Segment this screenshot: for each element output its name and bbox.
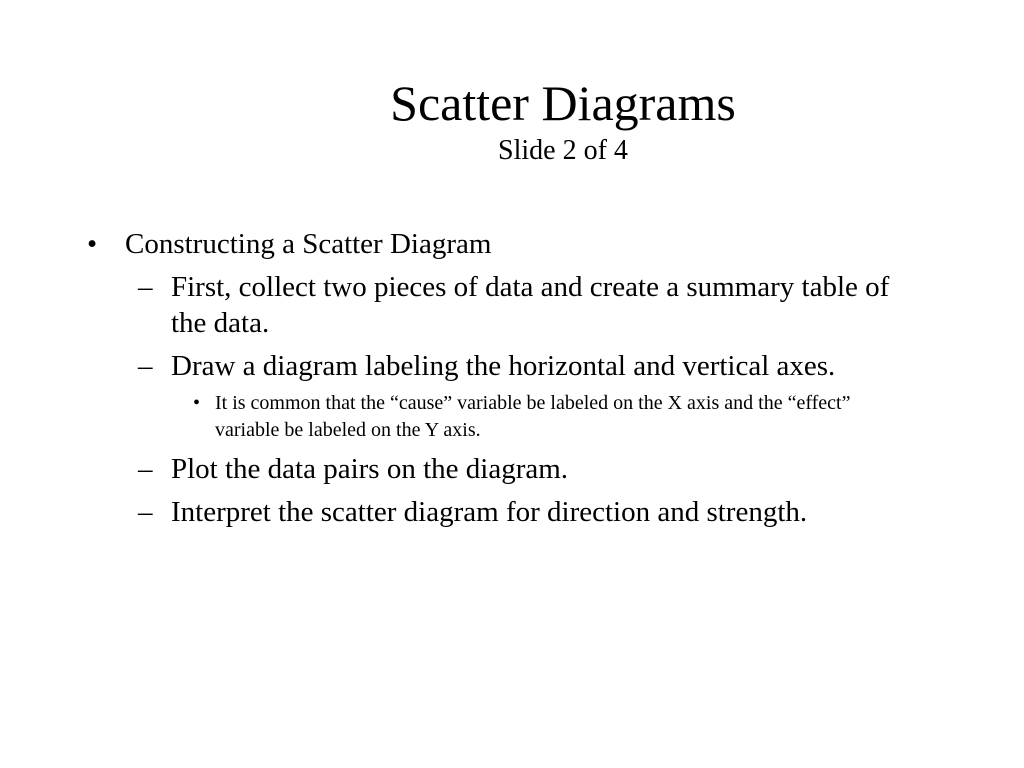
bullet-item-level2	[138, 348, 916, 384]
dash-icon: –	[138, 350, 153, 382]
slide-subtitle: Slide 2 of 4	[498, 135, 628, 166]
bullet-item-level2	[138, 451, 916, 487]
bullet-text: Constructing a Scatter Diagram	[125, 228, 492, 260]
dash-icon: –	[138, 453, 153, 485]
bullet-item-level1	[87, 226, 1024, 262]
dash-icon: –	[138, 496, 153, 528]
slide-body	[0, 226, 1024, 530]
bullet-text: First, collect two pieces of data and create a summary table of the data.	[171, 271, 890, 339]
bullet-icon: •	[87, 228, 98, 260]
bullet-item-level2	[138, 494, 916, 530]
slide-title: Scatter Diagrams	[390, 75, 736, 131]
bullet-item-level3	[193, 390, 916, 444]
bullet-text: It is common that the “cause” variable be labeled on the X axis and the “effect” variable be labeled on the Y axis.	[215, 392, 851, 441]
dash-icon: –	[138, 271, 153, 303]
bullet-text: Plot the data pairs on the diagram.	[171, 453, 569, 485]
bullet-text: Draw a diagram labeling the horizontal and vertical axes.	[171, 350, 836, 382]
bullet-item-level2	[138, 269, 916, 341]
bullet-text: Interpret the scatter diagram for direction and strength.	[171, 496, 808, 528]
bullet-icon: •	[193, 392, 201, 414]
title-block	[200, 72, 926, 168]
